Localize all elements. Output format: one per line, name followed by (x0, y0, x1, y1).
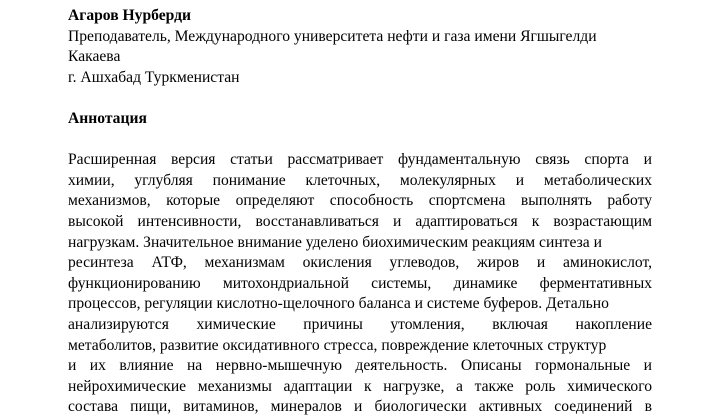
abstract-line: нагрузкам. Значительное внимание уделено биохимическим реакциям синтеза и (68, 233, 602, 251)
abstract-line: процессов, регуляции кислотно-щелочного баланса и системе буферов. Детально (68, 295, 609, 313)
abstract-line: и их влияние на нервно-мышечную деятельность. Описаны гормональные и (68, 357, 652, 375)
author-position-line-2: Какаева (68, 48, 121, 66)
abstract-heading: Аннотация (68, 109, 147, 127)
abstract-line: анализируются химические причины утомления, включая накопление (68, 315, 652, 333)
spacer (68, 130, 652, 151)
abstract-line: химии, углубляя понимание клеточных, молекулярных и метаболических (68, 171, 652, 189)
spacer (68, 88, 652, 109)
abstract-line: высокой интенсивности, восстанавливаться и адаптироваться к возрастающим (68, 212, 652, 230)
abstract-line: ресинтеза АТФ, механизмам окисления углеводов, жиров и аминокислот, (68, 254, 652, 272)
author-name: Агаров Нурберди (68, 7, 191, 24)
abstract-body (68, 150, 652, 418)
abstract-line: состава пищи, витаминов, минералов и биологически активных соединений в (68, 398, 652, 416)
author-city: г. Ашхабад Туркменистан (68, 68, 240, 86)
document-page (68, 6, 652, 418)
abstract-line: механизмов, которые определяют способность спортсмена выполнять работу (68, 192, 652, 210)
abstract-line: Расширенная версия статьи рассматривает фундаментальную связь спорта и (68, 151, 652, 169)
abstract-line: метаболитов, развитие оксидативного стресса, повреждение клеточных структур (68, 336, 607, 354)
author-position-line-1: Преподаватель, Международного университета нефти и газа имени Ягшыгелди (68, 27, 597, 45)
abstract-line: функционированию митохондриальной системы, динамике ферментативных (68, 274, 652, 292)
abstract-line: нейрохимические механизмы адаптации к нагрузке, а также роль химического (68, 377, 652, 395)
